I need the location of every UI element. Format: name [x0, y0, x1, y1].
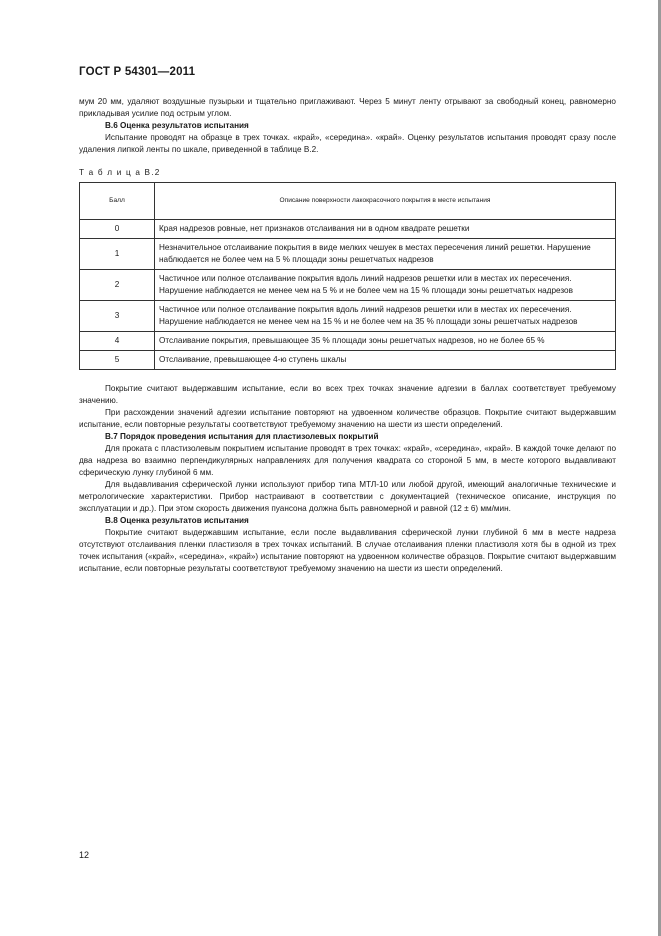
- section-b6-paragraph: Испытание проводят на образце в трех точках. «край», «середина». «край». Оценку результатов испытания проводят сразу после удаления липкой ленты по шкале, приведенной в таблице В.2.: [79, 133, 616, 154]
- section-b8-heading: В.8 Оценка результатов испытания: [105, 516, 249, 525]
- table-row: [80, 351, 616, 370]
- after-table-block: [79, 383, 616, 431]
- repeat-paragraph: При расхождении значений адгезии испытание повторяют на удвоенном количестве образцов. Покрытие считают выдержавшим испытание, если повторные результаты соответствуют требуемому значению на шести из шести определений.: [79, 408, 616, 429]
- table-row: [80, 270, 616, 301]
- row-score: 1: [80, 239, 155, 270]
- row-score: 5: [80, 351, 155, 370]
- row-description: Отслаивание покрытия, превышающее 35 % площади зоны решетчатых надрезов, но не более 65 %: [155, 332, 616, 351]
- conclusion-paragraph: Покрытие считают выдержавшим испытание, если во всех трех точках значение адгезии в баллах соответствует требуемому значению.: [79, 384, 616, 405]
- table-row: [80, 301, 616, 332]
- document-title: ГОСТ Р 54301—2011: [79, 66, 196, 78]
- table-header-row: [80, 183, 616, 220]
- table-caption: Т а б л и ц а В.2: [79, 168, 161, 177]
- table-row: [80, 332, 616, 351]
- section-b6-heading: В.6 Оценка результатов испытания: [105, 121, 249, 130]
- row-score: 3: [80, 301, 155, 332]
- row-description: Незначительное отслаивание покрытия в виде мелких чешуек в местах пересечения линий решетки. Нарушение наблюдается не более чем на 5 % площади зоны решетчатых надрезов: [155, 239, 616, 270]
- row-score: 4: [80, 332, 155, 351]
- header-description: Описание поверхности лакокрасочного покрытия в месте испытания: [155, 183, 616, 220]
- table-row: [80, 220, 616, 239]
- section-b7-paragraph-1: Для проката с пластизолевым покрытием испытание проводят в трех точках: «край», «середина», «край». В каждой точке делают по два надреза во взаимно перпендикулярных направлениях для получения квадрата со стороной 5 мм, в месте которого выдавливают сферическую лунку глубиной 6 мм.: [79, 444, 616, 477]
- table-row: [80, 239, 616, 270]
- row-score: 2: [80, 270, 155, 301]
- page-content: [79, 96, 616, 575]
- row-description: Края надрезов ровные, нет признаков отслаивания ни в одном квадрате решетки: [155, 220, 616, 239]
- section-b8-paragraph: Покрытие считают выдержавшим испытание, если после выдавливания сферической лунки глубиной 6 мм в месте надреза отсутствуют отслаивания пленки пластизоля в трех точках испытаний. В случае отслаивания пленки пластизоля хотя бы в одной из трех точек испытания («край», «середина», «край») испытание повторяют на удвоенном количестве образцов. Покрытие считают выдержавшим испытание, если повторные результаты соответствуют требуемому значению на шести из шести определений.: [79, 528, 616, 573]
- row-description: Частичное или полное отслаивание покрытия вдоль линий надрезов решетки или в местах их пересечения. Нарушение наблюдается не менее чем на 5 % и не более чем на 15 % площади зоны решетчатых надрезов: [155, 270, 616, 301]
- row-description: Отслаивание, превышающее 4-ю ступень шкалы: [155, 351, 616, 370]
- page-number: 12: [79, 850, 90, 860]
- row-score: 0: [80, 220, 155, 239]
- intro-paragraph: мум 20 мм, удаляют воздушные пузырьки и тщательно приглаживают. Через 5 минут ленту отрывают за свободный конец, равномерно прикладывая усилие под острым углом.: [79, 97, 616, 118]
- section-b7-heading: В.7 Порядок проведения испытания для пластизолевых покрытий: [105, 432, 379, 441]
- header-score: Балл: [80, 183, 155, 220]
- section-b7-paragraph-2: Для выдавливания сферической лунки используют прибор типа МТЛ-10 или любой другой, имеющий аналогичные технические и метрологические характеристики. Прибор настраивают в соответствии с документацией (техническое описание, инструкция по эксплуатации и др.). При этом скорость движения пуансона должна быть равномерной и равной (12 ± 6) мм/мин.: [79, 480, 616, 513]
- score-table: [79, 182, 616, 370]
- row-description: Частичное или полное отслаивание покрытия вдоль линий надрезов решетки или в местах их пересечения. Нарушение наблюдается не менее чем на 15 % и не более чем на 35 % площади зоны решетчатых надрезов: [155, 301, 616, 332]
